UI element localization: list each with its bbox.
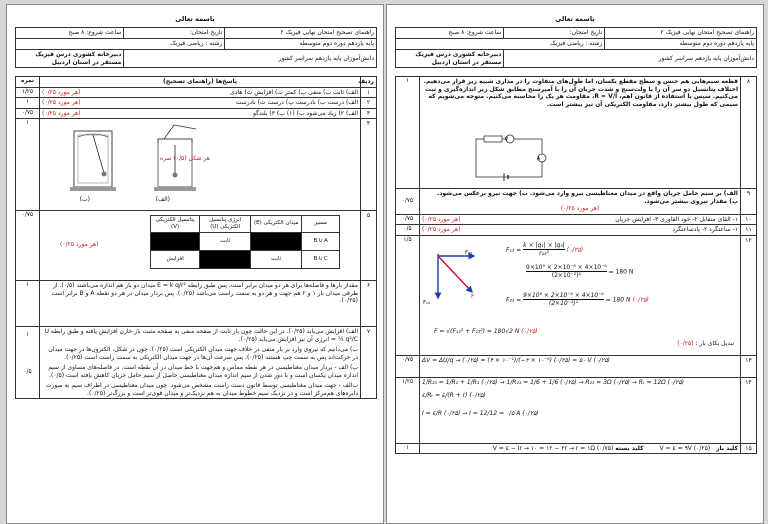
answer-row-1: ۱ الف) ثابت ب) منفی پ) کمتر ت) افزایش ث) هادی (هر مورد ۰/۲۵) ۱/۲۵ xyxy=(16,87,377,98)
score-note: (هر مورد ۰/۲۵) xyxy=(42,99,81,106)
row-score-a: ۱ xyxy=(25,332,30,338)
answer-row-2: ۲ الف) درست ب) نادرست پ) درست ت) نادرست (هر مورد ۰/۲۵) ۱ xyxy=(16,98,377,109)
answer-row-4: ۴ (ب) (الف) هر شکل (۰/۵) نمره ۱ xyxy=(16,119,377,211)
answer-page-right xyxy=(386,4,764,524)
score-note: (هر مورد ۰/۲۵) xyxy=(60,241,99,248)
electroscope-figures xyxy=(46,121,246,209)
row-score-b: ۰/۵ xyxy=(23,369,32,376)
switch-closed-formula: V = ε − Ir → ۱۰ = ۱۲ − ۲r → r = ۱Ω (۰/۷۵) xyxy=(492,444,614,452)
answer-row-8: ۸ قطعه سیم‌هایی هم جنس و سطح مقطع یکسان، اما طول‌های متفاوت را در مداری شبیه زیر قرار می‌دهیم. اختلاف پتانسیل دو سر آن را با ولت‌سنج و شدت جریان آن را با آمپرسنج مطابق شکل زیر اندازه‌گیری و ثبت می‌کنیم. سپس با استفاده از قانون اهم، R = V/I، مقاومت هر یک را محاسبه می‌کنیم. متوجه می‌شویم که سیمی که طول بیشتر دارد، مقاومت الکتریکی آن نیز بیشتر است. V A ۱ xyxy=(396,77,757,189)
row-score: ۰/۷۵ xyxy=(396,355,420,377)
exam-secretariat: دبیرخانه کشوری درس فیزیک مستقر در استان اردبیل xyxy=(16,50,124,68)
answer-part-d: ب‌الف - جهت میدان مغناطیسی توسط قانون دست راست مشخص می‌شود. چون میدان مغناطیسی در اطراف سیم به صورت دایره‌های هم‌مرکز است و در نزدیک سیم خطوط میدان به هم نزدیک‌تر و میدان قوی‌تر است و بزرگ‌تر (۰/۲۵). xyxy=(45,382,358,397)
force-label-f23: F₂₃ xyxy=(465,249,472,256)
figure-a-electroscope xyxy=(154,125,196,203)
unit-conversion-note: تبدیل یکای بار : (۰/۲۵) xyxy=(677,339,734,347)
row-score: ۱/۲۵ xyxy=(16,87,40,98)
answer-text: مقدار بارها و فاصله‌ها برای هر دو میدان برابر است، پس طبق رابطه E = k q/r² میدان دو بار هم اندازه می‌باشند (۰/۵). از طرفی میدان بار ۱ و ۲ هم جهت و هر دو به سمت راست می‌باشد (۰/۲۵). پس بردار میدان در هر دو نقطه A و B برابر است (۰/۲۵). xyxy=(51,282,358,304)
answer-row-3: ۳ الف) ۲) زیاد می‌شود ب) (۱) پ) ۳) بلندگو (هر مورد ۰/۲۵) ۰/۷۵ xyxy=(16,108,377,119)
switch-open-label: کلید باز xyxy=(716,444,738,452)
answer-row-12: ۱۲ F₁₃ F₂₃ F F₁₃ = $\frac{\text{k × |q₁| × |q₃|}}{\text{r₁₃²}}$ (۰/۲۵) $\frac{\text{9×10⁹ × 2×10⁻⁶ × 4×10⁻⁶}}{\text{(2×10⁻²)²}}$ = 180 N F₂₃ = $\frac{\text{9×10⁹ × 2×10⁻⁶ × 4×10⁻⁶}}{\text{(2×10⁻²)²}}$ = 180 N (۰/۲۵) F = √(F₁₃² + F₂₃²) = 180√2 N (۰/۲۵) تبدیل یکای بار : (۰/۲۵) ۱/۵ xyxy=(396,235,757,355)
answer-part-b: پ) مقدار نیروی بیشتر می‌شود. xyxy=(644,197,738,205)
col-score-header: نمره xyxy=(16,77,40,88)
score-note: (هر مورد ۰/۲۵) xyxy=(42,88,81,96)
row-score: ۱/۵ xyxy=(396,235,420,355)
exam-start-time: ساعت شروع: ۸ صبح xyxy=(396,28,504,39)
force-label-f: F xyxy=(471,293,474,300)
row-score: ۰/۷۵ xyxy=(16,211,40,281)
answer-row-7: ۷ الف) افزایش می‌یابد (۰/۲۵). در این حالت چون بار ثابت از صفحه منفی به صفحه مثبت باز خازن افزایش یافته و طبق رابطه U = ½ q²/C انرژی آن نیز افزایش می‌یابد (۰/۲۵). ب) می‌دانیم که نیروی وارد بر بار منفی در خلاف جهت میدان الکتریکی است (۰/۲۵). چون در شکل، الکترون‌ها در جهت میدان در حرکت‌اند پس به سمت چپ هستند (۰/۲۵)، پس سرعت آن‌ها در جهت میدان الکتریکی به سمت راست است (۰/۲۵). پ) الف - بردار میدان مغناطیسی در هر نقطه مماس و هم‌جهت با خط میدان در آن نقطه است. در فاصله‌های مساوی از سیم اندازه میدان یکسان است و با دور شدن از سیم اندازه میدان مغناطیسی حاصل از سیم حامل جریان کاهش یافته است (۰/۵). ب‌الف - جهت میدان مغناطیسی توسط قانون دست راست مشخص می‌شود. چون میدان مغناطیسی در اطراف سیم به صورت دایره‌های هم‌مرکز است و در نزدیک سیم خطوط میدان به هم نزدیک‌تر و میدان قوی‌تر است و بزرگ‌تر (۰/۲۵). ۱ ۰/۵ xyxy=(16,327,377,399)
force-label-f13: F₁₃ xyxy=(423,299,430,306)
exam-students: دانش‌آموزان پایه یازدهم سراسر کشور xyxy=(504,50,757,68)
answer-part-a: الف) افزایش می‌یابد (۰/۲۵). در این حالت چون بار ثابت از صفحه منفی به صفحه مثبت باز خازن افزایش یافته و طبق رابطه U = ½ q²/C انرژی آن نیز افزایش می‌یابد (۰/۲۵). xyxy=(44,328,358,343)
answer-part-c: پ) الف - بردار میدان مغناطیسی در هر نقطه مماس و هم‌جهت با خط میدان در آن نقطه است. در فاصله‌های مساوی از سیم اندازه میدان یکسان است و با دور شدن از سیم اندازه میدان مغناطیسی حاصل از سیم حامل جریان کاهش یافته است (۰/۵). xyxy=(48,364,358,379)
exam-date: تاریخ امتحان: xyxy=(504,28,605,39)
ohm-circuit-diagram xyxy=(470,133,548,183)
answer-row-15: ۱۵ کلید باز V = ε = ۹V (۰/۲۵) کلید بسته V = ε − Ir → ۱۰ = ۱۲ − ۲r → r = ۱Ω (۰/۷۵) ۱ xyxy=(396,443,757,454)
answer-text: ۱- القای متقابل ۲- خود القاوری ۳- افزایش جریان xyxy=(615,215,738,223)
exam-header xyxy=(395,27,757,68)
exam-students: دانش‌آموزان پایه یازدهم سراسر کشور xyxy=(124,50,377,68)
exam-title: راهنمای تصحیح امتحان نهایی فیزیک ۲ xyxy=(225,28,377,39)
switch-open-formula: V = ε = ۹V (۰/۲۵) xyxy=(659,444,711,452)
exam-start-time: ساعت شروع: ۸ صبح xyxy=(16,28,124,39)
row-score: ۱ xyxy=(396,443,420,454)
col-row-header: ردیف xyxy=(361,77,377,88)
answer-part-a: الف) بر سیم حامل جریان واقع در میدان مغناطیسی نیرو وارد می‌شود. ب) جهت نیرو برعکس می‌شود. xyxy=(437,190,738,197)
answer-text: قطعه سیم‌هایی هم جنس و سطح مقطع یکسان، اما طول‌های متفاوت را در مداری شبیه زیر قرار می‌دهیم. اختلاف پتانسیل دو سر آن را با ولت‌سنج و شدت جریان آن را با آمپرسنج مطابق شکل زیر اندازه‌گیری و ثبت می‌کنیم. سپس با استفاده از قانون اهم، R = V/I، مقاومت هر یک را محاسبه می‌کنیم. متوجه می‌شویم که سیمی که طول بیشتر دارد، مقاومت الکتریکی آن نیز بیشتر است. xyxy=(423,78,738,108)
answer-row-9: ۹ الف) بر سیم حامل جریان واقع در میدان مغناطیسی نیرو وارد می‌شود. ب) جهت نیرو برعکس می‌شود. پ) مقدار نیروی بیشتر می‌شود. (هر مورد ۰/۲۵) ۰/۷۵ xyxy=(396,189,757,215)
row-score: ۱ xyxy=(396,77,420,189)
exam-field: رشته : ریاضی فیزیک xyxy=(396,39,605,50)
ammeter-symbol: A xyxy=(536,156,540,162)
score-note: (هر مورد ۰/۲۵) xyxy=(422,215,461,223)
page-heading: باسمه تعالی xyxy=(175,15,215,23)
answer-page-left xyxy=(6,4,384,524)
answer-row-10: ۱۰ ۱- القای متقابل ۲- خود القاوری ۳- افزایش جریان (هر مورد ۰/۲۵) ۰/۷۵ xyxy=(396,214,757,225)
f13-substitution: $\frac{\text{9×10⁹ × 2×10⁻⁶ × 4×10⁻⁶}}{\text{(2×10⁻²)²}}$ = 180 N xyxy=(526,263,634,279)
answer-part-b: ب) می‌دانیم که نیروی وارد بر بار منفی در خلاف جهت میدان الکتریکی است (۰/۲۵). چون در شکل، الکترون‌ها در جهت میدان در حرکت‌اند پس به سمت چپ هستند (۰/۲۵)، پس سرعت آن‌ها در جهت میدان الکتریکی به سمت راست است (۰/۲۵). xyxy=(48,346,358,361)
row-score: ۱ xyxy=(16,281,40,327)
delta-v-formula: ΔV = ΔU/q → (۰/۲۵) = (۴ × ۱۰⁻¹)/(−۲ × ۱۰⁻⁶) (۰/۲۵) = ۵۰ V (۰/۲۵) xyxy=(422,356,610,364)
force-vector-diagram xyxy=(423,246,488,306)
figure-b-caption: (ب) xyxy=(79,196,90,203)
exam-header xyxy=(15,27,377,68)
col-answers-header: پاسخ‌ها (راهنمای تصحیح) xyxy=(40,77,361,88)
row-score: ۰/۵ xyxy=(396,225,420,236)
exam-secretariat: دبیرخانه کشوری درس فیزیک مستقر در استان اردبیل xyxy=(396,50,504,68)
answers-table xyxy=(15,76,377,399)
answers-table xyxy=(395,76,757,454)
exam-grade: پایه یازدهم دوره دوم متوسطه xyxy=(605,39,757,50)
answer-row-5: ۵ مسیر میدان الکتریکی (E) انرژی پتانسیل الکتریکی (U) پتانسیل الکتریکی (V) A تا B ثابت C تا B ثابت افزایش (هر مورد ۰/۲۵) ۰/۷۵ xyxy=(16,211,377,281)
f13-formula: F₁₃ = $\frac{\text{k × |q₁| × |q₃|}}{\text{r₁₃²}}$ (۰/۲۵) xyxy=(506,241,584,257)
f23-formula: F₂₃ = $\frac{\text{9×10⁹ × 2×10⁻⁶ × 4×10⁻⁶}}{\text{(2×10⁻²)²}}$ = 180 N (۰/۲۵) xyxy=(506,291,649,307)
answer-row-11: ۱۱ ۱- ساعتگرد ۲- پادساعتگرد (هر مورد ۰/۲۵) ۰/۵ xyxy=(396,225,757,236)
exam-title: راهنمای تصحیح امتحان نهایی فیزیک ۲ xyxy=(605,28,757,39)
score-note: (هر مورد ۰/۲۵) xyxy=(422,226,461,233)
answer-text: الف) درست ب) نادرست پ) درست ت) نادرست xyxy=(235,99,358,106)
page-heading: باسمه تعالی xyxy=(555,15,595,23)
answer-text: الف) ۲) زیاد می‌شود ب) (۱) پ) ۳) بلندگو xyxy=(252,109,358,117)
answer-row-14: ۱۴ 1/R₂₃ = 1/R₂ + 1/R₃ (۰/۲۵) → 1/R₂₃ = 1/6 + 1/6 (۰/۲۵) → R₂₃ = 3Ω (۰/۲۵) → Rₜ = 12Ω (۰/۲۵) ε/Rₜ = ε/(R + r) (۰/۲۵) I = ε/R (۰/۲۵) → I = 12/12 = ۰/۵ A (۰/۲۵) ۱/۲۵ xyxy=(396,377,757,443)
row-score: ۱/۲۵ xyxy=(396,377,420,443)
row-score: ۰/۷۵ xyxy=(16,108,40,119)
row-score: ۱ xyxy=(16,98,40,109)
row-score: ۰/۷۵ xyxy=(396,214,420,225)
figure-a-caption: (الف) xyxy=(155,196,170,203)
answer-text: ۱- ساعتگرد ۲- پادساعتگرد xyxy=(672,226,738,233)
field-potential-table: مسیر میدان الکتریکی (E) انرژی پتانسیل الکتریکی (U) پتانسیل الکتریکی (V) A تا B ثابت C تا B ثابت افزایش xyxy=(150,215,340,269)
current-formula: I = ε/R (۰/۲۵) → I = 12/12 = ۰/۵ A (۰/۲۵) xyxy=(422,409,539,417)
exam-field: رشته : ریاضی فیزیک xyxy=(16,39,225,50)
figure-b-electroscope xyxy=(70,131,116,203)
exam-grade: پایه یازدهم دوره دوم متوسطه xyxy=(225,39,377,50)
voltmeter-symbol: V xyxy=(504,137,508,143)
score-note: (هر مورد ۰/۲۵) xyxy=(560,205,600,212)
exam-date: تاریخ امتحان: xyxy=(124,28,225,39)
switch-closed-label: کلید بسته xyxy=(615,444,644,452)
score-note: (هر مورد ۰/۲۵) xyxy=(42,109,81,117)
score-note: هر شکل (۰/۵) نمره xyxy=(160,155,210,162)
parallel-resistor-formula: 1/R₂₃ = 1/R₂ + 1/R₃ (۰/۲۵) → 1/R₂₃ = 1/6 + 1/6 (۰/۲۵) → R₂₃ = 3Ω (۰/۲۵) → Rₜ = 12Ω (۰/۲۵) xyxy=(422,378,685,386)
row-score: ۰/۷۵ xyxy=(396,189,420,215)
answer-row-13: ۱۳ ΔV = ΔU/q → (۰/۲۵) = (۴ × ۱۰⁻¹)/(−۲ × ۱۰⁻⁶) (۰/۲۵) = ۵۰ V (۰/۲۵) ۰/۷۵ xyxy=(396,355,757,377)
total-resistance-formula: ε/Rₜ = ε/(R + r) (۰/۲۵) xyxy=(422,392,486,399)
row-score: ۱ xyxy=(16,119,40,211)
answer-text: الف) ثابت ب) منفی پ) کمتر ت) افزایش ث) هادی xyxy=(230,88,358,96)
answer-row-6: ۶ مقدار بارها و فاصله‌ها برای هر دو میدان برابر است، پس طبق رابطه E = k q/r² میدان دو بار هم اندازه می‌باشند (۰/۵). از طرفی میدان بار ۱ و ۲ هم جهت و هر دو به سمت راست می‌باشد (۰/۲۵). پس بردار میدان در هر دو نقطه A و B برابر است (۰/۲۵). ۱ xyxy=(16,281,377,327)
f-total-formula: F = √(F₁₃² + F₂₃²) = 180√2 N (۰/۲۵) xyxy=(434,327,538,335)
